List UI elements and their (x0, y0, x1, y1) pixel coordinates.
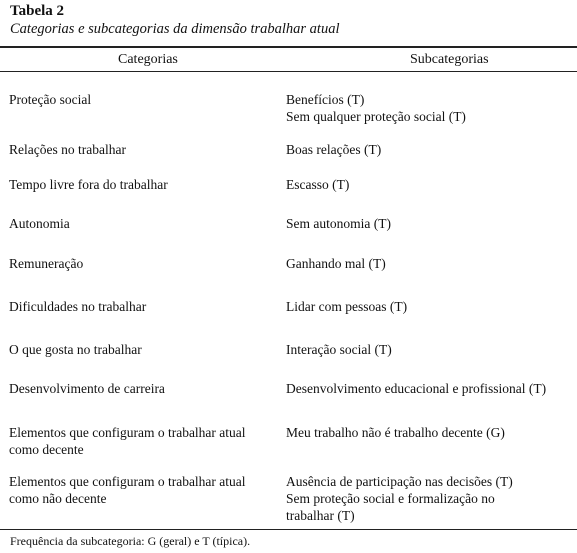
category-line: Desenvolvimento de carreira (9, 381, 165, 396)
table-subtitle: Categorias e subcategorias da dimensão trabalhar atual (10, 21, 340, 37)
subcategory-line: Ausência de participação nas decisões (T) (286, 474, 513, 489)
header-rule (0, 71, 577, 72)
subcategory-line: Lidar com pessoas (T) (286, 299, 408, 314)
subcategory-line: Escasso (T) (286, 177, 350, 192)
subcategory-cell (286, 341, 392, 358)
subcategory-line: Boas relações (T) (286, 142, 382, 157)
category-line: Proteção social (9, 92, 92, 107)
category-line: Tempo livre fora do trabalhar (9, 177, 168, 192)
subcategory-line: trabalhar (T) (286, 508, 355, 523)
subcategory-line: Sem qualquer proteção social (T) (286, 109, 466, 124)
category-line: Autonomia (9, 216, 70, 231)
subcategory-cell (286, 215, 391, 232)
subcategory-line: Interação social (T) (286, 342, 392, 357)
category-line: Remuneração (9, 256, 84, 271)
subcategory-cell (286, 380, 546, 397)
subcategory-cell (286, 298, 407, 315)
subcategory-cell (286, 424, 505, 441)
category-line: O que gosta no trabalhar (9, 342, 142, 357)
category-cell (9, 341, 142, 358)
category-cell (9, 380, 165, 397)
subcategory-line: Desenvolvimento educacional e profissional (T) (286, 381, 547, 396)
subcategory-line: Sem proteção social e formalização no (286, 491, 495, 506)
category-line: Relações no trabalhar (9, 142, 126, 157)
category-line: Elementos que configuram o trabalhar atual (9, 425, 246, 440)
category-line: Dificuldades no trabalhar (9, 299, 147, 314)
subcategory-line: Sem autonomia (T) (286, 216, 391, 231)
category-line: Elementos que configuram o trabalhar atual (9, 474, 246, 489)
category-cell (9, 255, 83, 272)
category-cell (9, 215, 70, 232)
subcategory-cell (286, 255, 386, 272)
top-rule (0, 46, 577, 48)
category-cell (9, 298, 146, 315)
subcategory-line: Benefícios (T) (286, 92, 365, 107)
subcategory-cell (286, 91, 466, 125)
subcategory-line: Ganhando mal (T) (286, 256, 386, 271)
category-cell (9, 141, 126, 158)
table-title: Tabela 2 (10, 3, 65, 19)
header-category: Categorias (118, 52, 178, 67)
category-cell (9, 424, 246, 458)
subcategory-cell (286, 473, 513, 524)
category-cell (9, 91, 91, 108)
table-footnote: Frequência da subcategoria: G (geral) e T (típica). (10, 534, 251, 548)
bottom-rule (0, 529, 577, 530)
category-line: como decente (9, 442, 84, 457)
category-cell (9, 473, 246, 507)
subcategory-cell (286, 141, 381, 158)
header-subcategory: Subcategorias (410, 52, 489, 67)
category-line: como não decente (9, 491, 107, 506)
category-cell (9, 176, 168, 193)
subcategory-cell (286, 176, 349, 193)
subcategory-line: Meu trabalho não é trabalho decente (G) (286, 425, 505, 440)
